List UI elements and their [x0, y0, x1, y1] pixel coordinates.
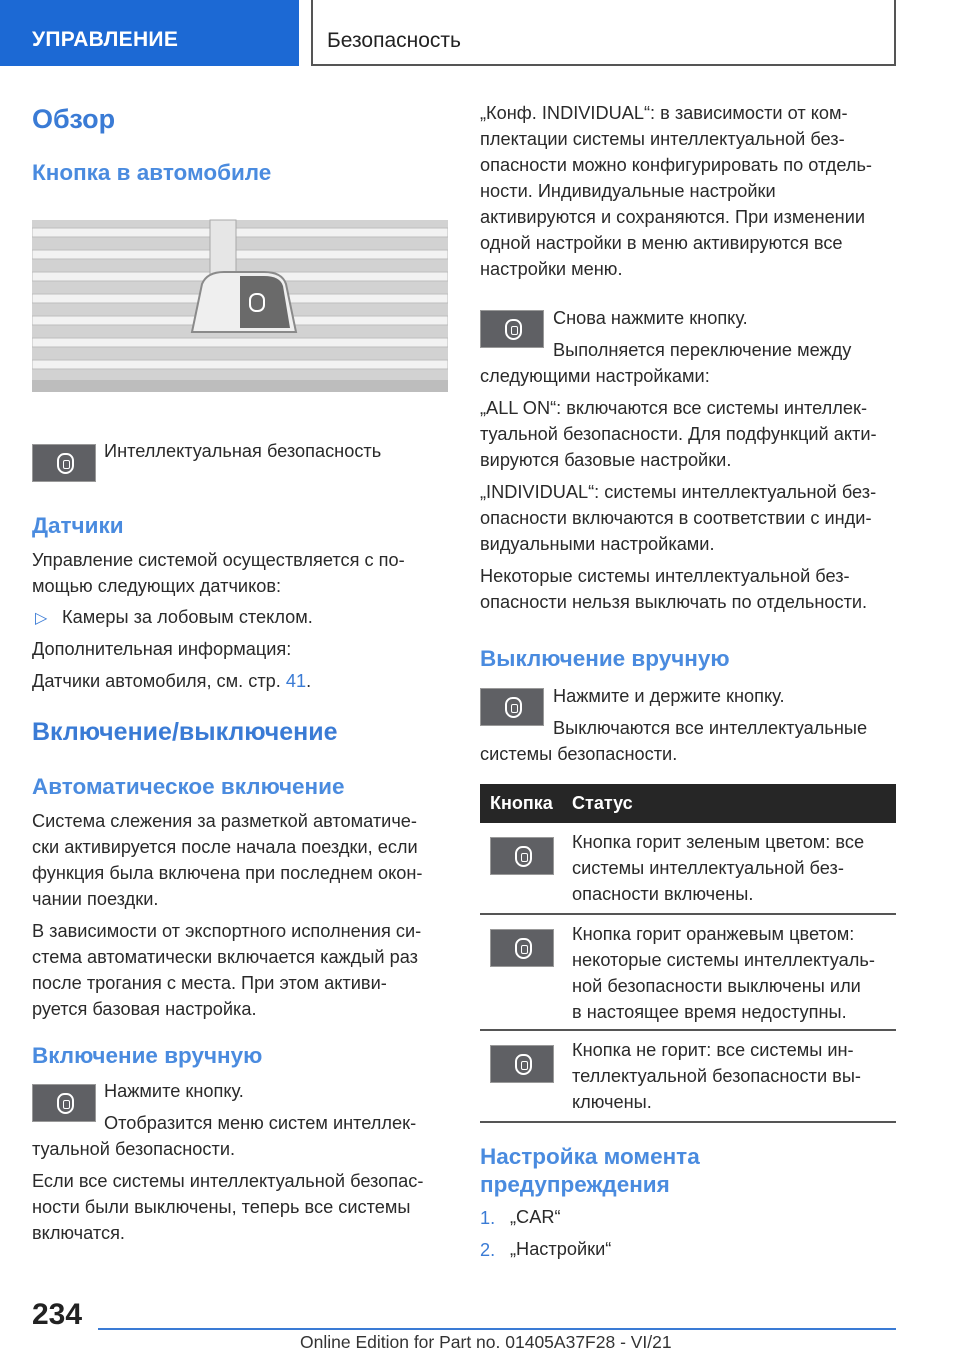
step-number: 1.	[480, 1208, 496, 1228]
sensors-text-line: мощью следующих датчиков:	[32, 576, 282, 596]
intelligent-safety-button-icon	[480, 310, 544, 348]
manual-press: Нажмите кнопку.	[104, 1081, 244, 1101]
chapter-title: Безопасность	[327, 29, 461, 52]
export-paragraph: В зависимости от экспортного исполнения си- стема автоматически включается каждый раз после трогания с места. При этом активи- руется базовая настройка.	[32, 921, 422, 1019]
col-header-button: Кнопка	[490, 793, 553, 813]
intelligent-safety-button-icon	[32, 444, 96, 482]
button-green-icon	[490, 837, 554, 875]
auto-paragraph: Система слежения за разметкой автоматиче- ски активируется после начала поездки, если функция была включена при последнем окон- чании поездки.	[32, 811, 423, 909]
heading-auto-on: Автоматическое включение	[32, 774, 345, 799]
table-row	[480, 915, 896, 1031]
step-text: „CAR“	[510, 1207, 561, 1227]
switch-line: следующими настройками:	[480, 366, 710, 386]
sensors-reference: Датчики автомобиля, см. стр. 41.	[32, 671, 312, 691]
section-title: УПРАВЛЕНИЕ	[32, 28, 179, 51]
page-number: 234	[32, 1298, 83, 1331]
page-link[interactable]: 41	[285, 671, 307, 691]
heading-on-off: Включение/выключение	[32, 718, 338, 746]
table-row	[480, 823, 896, 915]
step-number: 2.	[480, 1240, 496, 1260]
sensors-bullet: Камеры за лобовым стеклом.	[62, 607, 313, 627]
button-orange-icon	[490, 929, 554, 967]
manual-menu-line: Отобразится меню систем интеллек-	[104, 1113, 417, 1133]
table-header	[480, 784, 896, 823]
grille-illustration	[32, 202, 448, 424]
icon-caption: Интеллектуальная безопасность	[104, 441, 382, 461]
switch-line: Выполняется переключение между	[553, 340, 852, 360]
sensors-text-line: Управление системой осуществляется с по-	[32, 550, 405, 570]
status-table	[480, 784, 896, 1123]
status-cell: Кнопка горит зеленым цветом: все системы интеллектуальной без- опасности включены.	[572, 832, 865, 904]
individual-paragraph: „INDIVIDUAL“: системы интеллектуальной без- опасности включаются в соответствии с инди- видуальными настройками.	[480, 482, 877, 554]
all-on-paragraph: „ALL ON“: включаются все системы интеллек- туальной безопасности. Для подфункций акти- вируются базовые настройки.	[480, 398, 877, 470]
heading-manual-on: Включение вручную	[32, 1043, 263, 1068]
chapter-tab	[311, 0, 896, 66]
col-header-status: Статус	[572, 793, 633, 813]
manual-menu-line: туальной безопасности.	[32, 1139, 236, 1159]
intelligent-safety-button-icon	[480, 688, 544, 726]
heading-manual-off: Выключение вручную	[480, 646, 730, 671]
step-text: „Настройки“	[510, 1239, 612, 1259]
heading-sensors: Датчики	[32, 513, 124, 538]
status-cell: Кнопка горит оранжевым цветом: некоторые системы интеллектуаль- ной безопасности выключены или в настоящее время недоступны.	[572, 924, 875, 1022]
some-off-paragraph: Некоторые системы интеллектуальной без- опасности нельзя выключать по отдельности.	[480, 566, 868, 612]
bullet-arrow-icon: ▷	[35, 610, 48, 627]
footer-divider	[98, 1328, 896, 1330]
section-tab[interactable]	[0, 0, 299, 66]
more-info-label: Дополнительная информация:	[32, 639, 292, 659]
table-row	[480, 1031, 896, 1123]
button-photo	[32, 202, 448, 424]
intelligent-safety-button-icon	[32, 1084, 96, 1122]
heading-button-in-car: Кнопка в автомобиле	[32, 160, 272, 185]
status-cell: Кнопка не горит: все системы ин- теллектуальной безопасности вы- ключены.	[572, 1040, 861, 1112]
heading-warning-timing: Настройка момента предупреждения	[480, 1144, 700, 1197]
config-paragraph: „Конф. INDIVIDUAL“: в зависимости от ком- плектации системы интеллектуальной без- опасности можно конфигурировать по отдель- ности. Индивидуальные настройки активируются и сохраняются. При изменении одной настройки в меню активируются все настройки меню.	[480, 103, 872, 279]
hold-button: Нажмите и держите кнопку.	[553, 686, 785, 706]
off-line: Выключаются все интеллектуальные	[553, 718, 868, 738]
heading-overview: Обзор	[32, 104, 116, 134]
button-off-icon	[490, 1045, 554, 1083]
press-again: Снова нажмите кнопку.	[553, 308, 748, 328]
manual-paragraph: Если все системы интеллектуальной безопас- ности были выключены, теперь все системы включатся.	[32, 1171, 424, 1243]
off-line: системы безопасности.	[480, 744, 678, 764]
edition-note: Online Edition for Part no. 01405A37F28 - VI/21	[300, 1332, 672, 1352]
